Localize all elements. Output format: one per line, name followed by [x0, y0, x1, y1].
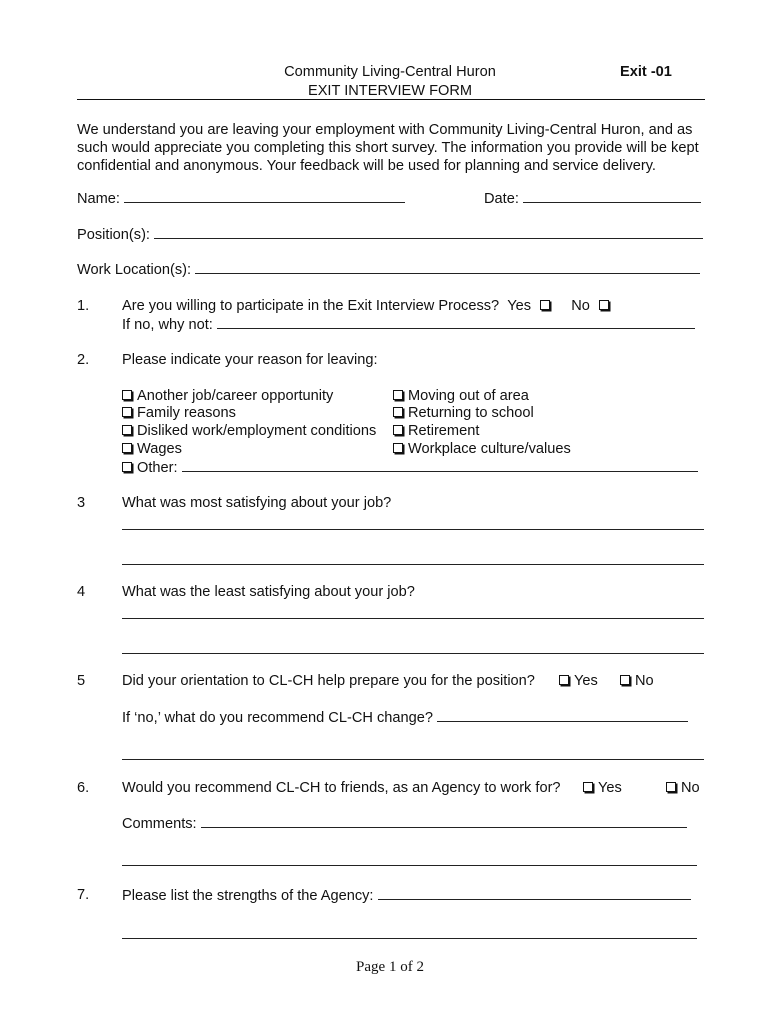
q6-no-checkbox-icon[interactable] [666, 782, 676, 792]
q3-number: 3 [77, 495, 86, 511]
date-label: Date: [484, 191, 519, 207]
q5-yes-option[interactable] [559, 672, 598, 690]
option-label: Retirement [408, 423, 480, 439]
intro-paragraph [77, 121, 707, 175]
date-input-line[interactable] [523, 189, 701, 203]
option-label: Workplace culture/values [408, 441, 571, 457]
q4-number: 4 [77, 584, 86, 600]
q1-yes-label: Yes [507, 298, 532, 314]
q6-yes-label: Yes [598, 780, 622, 796]
intro-line: We understand you are leaving your employment with Community Living-Central Huron, and as [77, 122, 693, 138]
option-label: Family reasons [137, 405, 236, 421]
q6-comments-row [122, 814, 687, 833]
intro-line: confidential and anonymous. Your feedback will be used for planning and service delivery. [77, 158, 656, 174]
q5-yes-label: Yes [574, 673, 598, 689]
option-label: Disliked work/employment conditions [137, 423, 377, 439]
positions-field-row [77, 225, 703, 244]
q6-comments-label: Comments: [122, 816, 197, 832]
option-label: Returning to school [408, 405, 534, 421]
other-checkbox-icon[interactable] [122, 462, 132, 472]
form-title: EXIT INTERVIEW FORM [307, 83, 473, 99]
q1-followup-label: If no, why not: [122, 317, 213, 333]
q2-number: 2. [77, 352, 90, 368]
q5-no-checkbox-icon[interactable] [620, 675, 630, 685]
q5-followup-label: If ‘no,’ what do you recommend CL-CH change? [122, 710, 433, 726]
name-input-line[interactable] [124, 189, 405, 203]
q2-option-right[interactable] [393, 422, 479, 440]
q2-option-left[interactable] [122, 440, 182, 458]
q5-number: 5 [77, 673, 86, 689]
name-field-row [77, 189, 405, 208]
q1-no-label: No [571, 298, 590, 314]
q5-text: Did your orientation to CL-CH help prepare you for the position? [122, 673, 535, 689]
q7-number: 7. [77, 887, 90, 903]
q1-followup-input-line[interactable] [217, 315, 695, 329]
q6-yes-checkbox-icon[interactable] [583, 782, 593, 792]
page-number: Page 1 of 2 [356, 959, 424, 975]
q5-yes-checkbox-icon[interactable] [559, 675, 569, 685]
q1-no-checkbox-icon[interactable] [599, 300, 609, 310]
q5-answer-line[interactable] [122, 746, 704, 760]
q2-option-left[interactable] [122, 422, 376, 440]
option-label: Wages [137, 441, 182, 457]
q5-followup-input-line[interactable] [437, 708, 688, 722]
checkbox-icon[interactable] [393, 407, 403, 417]
q2-other-row [122, 458, 698, 477]
q2-option-right[interactable] [393, 387, 529, 405]
header-rule [77, 99, 705, 100]
work-locations-input-line[interactable] [195, 260, 700, 274]
checkbox-icon[interactable] [122, 407, 132, 417]
positions-label: Position(s): [77, 227, 150, 243]
q5-no-label: No [635, 673, 654, 689]
q2-option-right[interactable] [393, 440, 571, 458]
q2-option-right[interactable] [393, 404, 534, 422]
work-locations-field-row [77, 260, 700, 279]
form-code: Exit -01 [620, 64, 672, 80]
q6-answer-line[interactable] [122, 852, 697, 866]
checkbox-icon[interactable] [393, 443, 403, 453]
q6-text: Would you recommend CL-CH to friends, as an Agency to work for? [122, 780, 561, 796]
q1-followup-row [122, 315, 695, 334]
q4-answer-line[interactable] [122, 640, 704, 654]
intro-line: such would appreciate you completing this short survey. The information you provide will be kept [77, 140, 699, 156]
checkbox-icon[interactable] [122, 390, 132, 400]
q2-option-left[interactable] [122, 387, 333, 405]
q1-yes-checkbox-icon[interactable] [540, 300, 550, 310]
q5-followup-row [122, 708, 688, 727]
q1-row [122, 297, 614, 315]
q4-answer-line[interactable] [122, 605, 704, 619]
q6-number: 6. [77, 780, 90, 796]
work-locations-label: Work Location(s): [77, 262, 192, 278]
q7-input-line[interactable] [378, 886, 691, 900]
q5-no-option[interactable] [620, 672, 654, 690]
header-org-name: Community Living-Central Huron [284, 64, 496, 80]
option-label: Moving out of area [408, 388, 529, 404]
q7-text: Please list the strengths of the Agency: [122, 888, 374, 904]
q6-no-option[interactable] [666, 779, 700, 797]
q2-text: Please indicate your reason for leaving: [122, 352, 378, 368]
checkbox-icon[interactable] [122, 425, 132, 435]
q2-option-left[interactable] [122, 404, 236, 422]
other-label: Other: [137, 460, 178, 476]
q3-answer-line[interactable] [122, 516, 704, 530]
q1-number: 1. [77, 298, 90, 314]
q3-answer-line[interactable] [122, 551, 704, 565]
q7-row [122, 886, 691, 905]
checkbox-icon[interactable] [393, 425, 403, 435]
q6-comments-input-line[interactable] [201, 814, 687, 828]
checkbox-icon[interactable] [122, 443, 132, 453]
q4-text: What was the least satisfying about your job? [122, 584, 415, 600]
date-field-row [484, 189, 701, 208]
q3-text: What was most satisfying about your job? [122, 495, 392, 511]
q7-answer-line[interactable] [122, 925, 697, 939]
name-label: Name: [77, 191, 120, 207]
option-label: Another job/career opportunity [137, 388, 334, 404]
q6-yes-option[interactable] [583, 779, 622, 797]
q6-no-label: No [681, 780, 700, 796]
q1-text: Are you willing to participate in the Exit Interview Process? [122, 298, 500, 314]
checkbox-icon[interactable] [393, 390, 403, 400]
other-input-line[interactable] [182, 458, 698, 472]
positions-input-line[interactable] [154, 225, 703, 239]
